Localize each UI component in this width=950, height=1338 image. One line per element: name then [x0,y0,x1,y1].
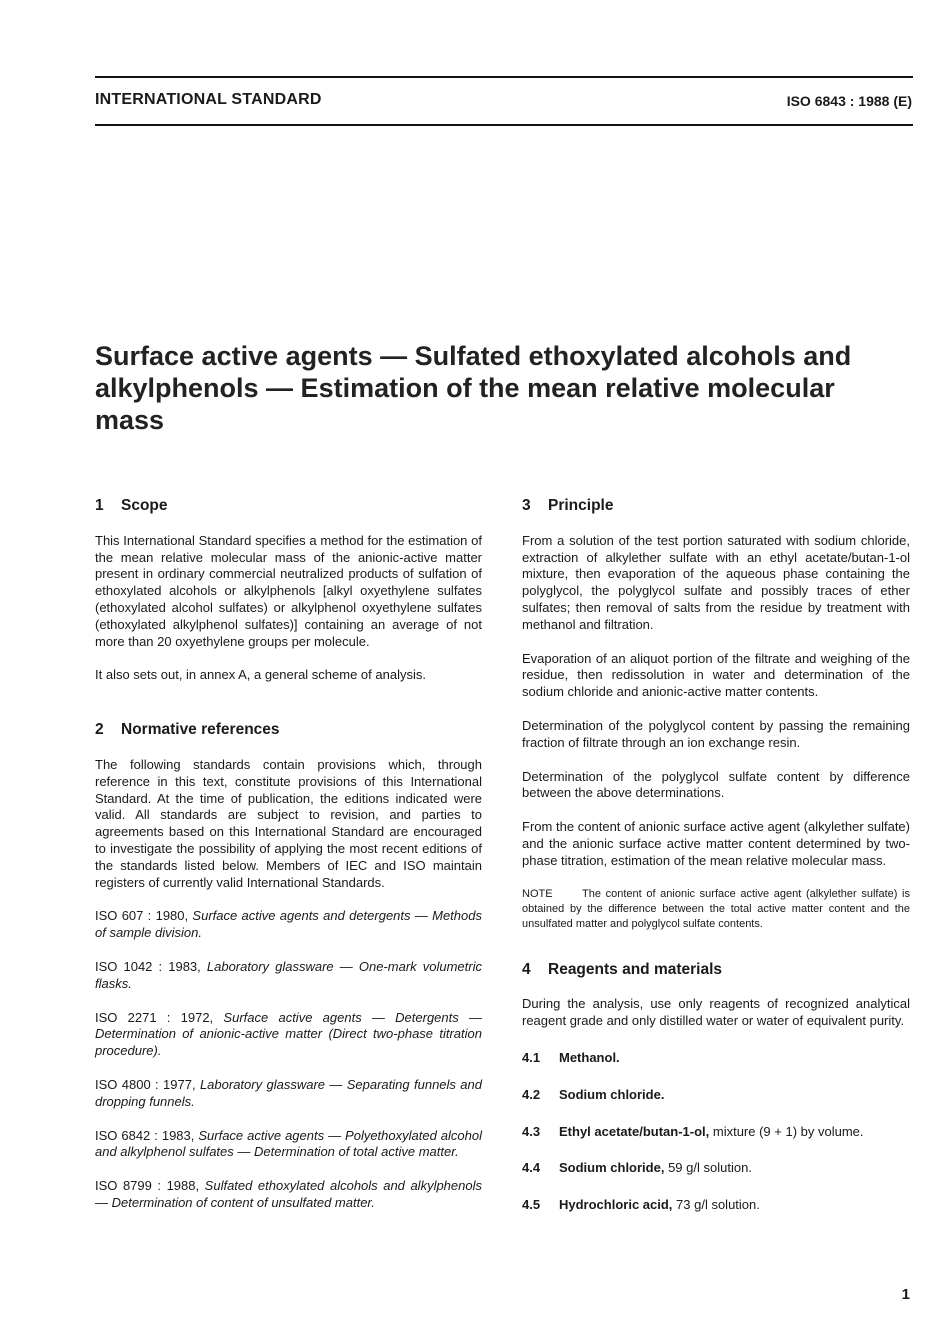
reference-code: ISO 2271 : 1972, [95,1009,214,1025]
section-reagents [522,962,910,1214]
reference-entry [95,1128,482,1162]
reference-title: Surface active agents — Polyethoxylated alcohol and alkylphenol sulfates — Determination of total active matter. [95,1127,482,1160]
item-number: 4.3 [522,1123,541,1139]
paragraph: During the analysis, use only reagents of recognized analytical reagent grade and only distilled water or water of equivalent purity. [522,996,910,1029]
reference-entry [95,1178,482,1212]
note-text: The content of anionic surface active agent (alkylether sulfate) is obtained by the difference between the total active matter content and the unsulfated matter and polyglycol sulfate contents. [522,887,910,930]
header-standard-number: ISO 6843 : 1988 (E) [786,93,912,109]
page-number: 1 [901,1286,910,1303]
section-number: 1 [95,497,104,514]
reference-code: ISO 6842 : 1983, [95,1127,195,1143]
reference-code: ISO 8799 : 1988, [95,1178,200,1194]
paragraph: This International Standard specifies a method for the estimation of the mean relative molecular mass of the anionic-active matter present in ordinary commercial neutralized products of sulfation of ethoxylated alcohols or alkylphenols [alkyl oxyethylene sulfates (ethoxylated alcohol sulfates) or alkylphenol oxyethylene sulfates (ethoxylated alkylphenol sulfates)] containing an average of not more than 20 oxyethylene groups per molecule. [95,532,482,649]
reagent-item [522,1160,910,1177]
paragraph: From the content of anionic surface active agent (alkylether sulfate) and the anionic surface active matter content determined by two-phase titration, estimation of the mean relative molecular mass. [522,819,910,868]
document-title: Surface active agents — Sulfated ethoxylated alcohols and alkylphenols — Estimation of the mean relative molecular mass [95,341,852,435]
section-principle [522,498,910,932]
header-bottom-rule [95,124,913,126]
note-label: NOTE [522,887,553,900]
reference-entry [95,1010,482,1060]
reagent-item [522,1197,910,1214]
item-number: 4.4 [522,1160,541,1176]
section-heading [522,962,910,979]
section-title: Scope [121,497,168,514]
header-top-rule [95,76,913,78]
item-number: 4.1 [522,1049,541,1065]
item-detail: 59 g/l solution. [664,1160,752,1176]
item-name: Sodium chloride. [559,1086,665,1102]
paragraph: Evaporation of an aliquot portion of the filtrate and weighing of the residue, then redissolution in water and determination of the sodium chloride and anionic-active matter contents. [522,650,910,700]
reference-entry [95,1077,482,1111]
reagent-item [522,1124,910,1141]
reagent-item [522,1050,910,1067]
reference-title: Sulfated ethoxylated alcohols and alkylphenols — Determination of content of unsulfated matter. [95,1178,482,1210]
reference-title: Surface active agents — Detergents — Determination of anionic-active matter (Direct two-phase titration procedure). [95,1009,482,1059]
note [522,887,910,932]
section-normative-references [95,722,482,1212]
reference-code: ISO 4800 : 1977, [95,1076,196,1092]
item-name: Hydrochloric acid, [559,1197,673,1213]
section-number: 3 [522,497,531,514]
section-heading [522,498,910,515]
reference-entry [95,959,482,993]
item-name: Ethyl acetate/butan-1-ol, [559,1123,710,1139]
paragraph: Determination of the polyglycol sulfate content by difference between the above determinations. [522,768,910,801]
reference-title: Laboratory glassware — Separating funnels and dropping funnels. [95,1076,482,1109]
section-number: 2 [95,721,104,739]
section-heading [95,722,482,739]
section-title: Principle [548,497,614,514]
section-title: Reagents and materials [548,960,723,978]
reference-code: ISO 607 : 1980, [95,908,189,924]
section-heading [95,498,482,515]
reference-title: Laboratory glassware — One-mark volumetric flasks. [95,958,482,991]
header-standard-label: INTERNATIONAL STANDARD [95,91,322,108]
paragraph: From a solution of the test portion saturated with sodium chloride, extraction of alkylether sulfate with an ethyl acetate/butan-1-ol mixture, then evaporation of the aqueous phase containing the polyglycol, the polyglycol sulfate and possibly traces of ether sulfates; then removal of salts from the residue by treatment with methanol and filtration. [522,532,910,632]
reference-title: Surface active agents and detergents — Methods of sample division. [95,908,482,941]
right-column [522,498,910,1234]
reference-entry [95,908,482,942]
reference-code: ISO 1042 : 1983, [95,958,201,974]
item-name: Sodium chloride, [559,1160,665,1176]
item-detail: mixture (9 + 1) by volume. [709,1123,864,1139]
reagent-item [522,1087,910,1104]
item-name: Methanol. [559,1049,620,1065]
paragraph: The following standards contain provisions which, through reference in this text, constitute provisions of this International Standard. At the time of publication, the editions indicated were valid. All standards are subject to revision, and parties to agreements based on this International Standard are encouraged to investigate the possibility of applying the most recent editions of the standards listed below. Members of IEC and ISO maintain registers of currently valid International Standards. [95,756,482,890]
left-column [95,498,482,1229]
item-number: 4.2 [522,1086,541,1102]
paragraph: Determination of the polyglycol content by passing the remaining fraction of filtrate through an ion exchange resin. [522,717,910,750]
section-number: 4 [522,960,531,978]
item-number: 4.5 [522,1197,541,1213]
section-scope [95,498,482,684]
section-title: Normative references [121,721,280,739]
paragraph: It also sets out, in annex A, a general scheme of analysis. [95,667,426,683]
item-detail: 73 g/l solution. [672,1197,760,1213]
